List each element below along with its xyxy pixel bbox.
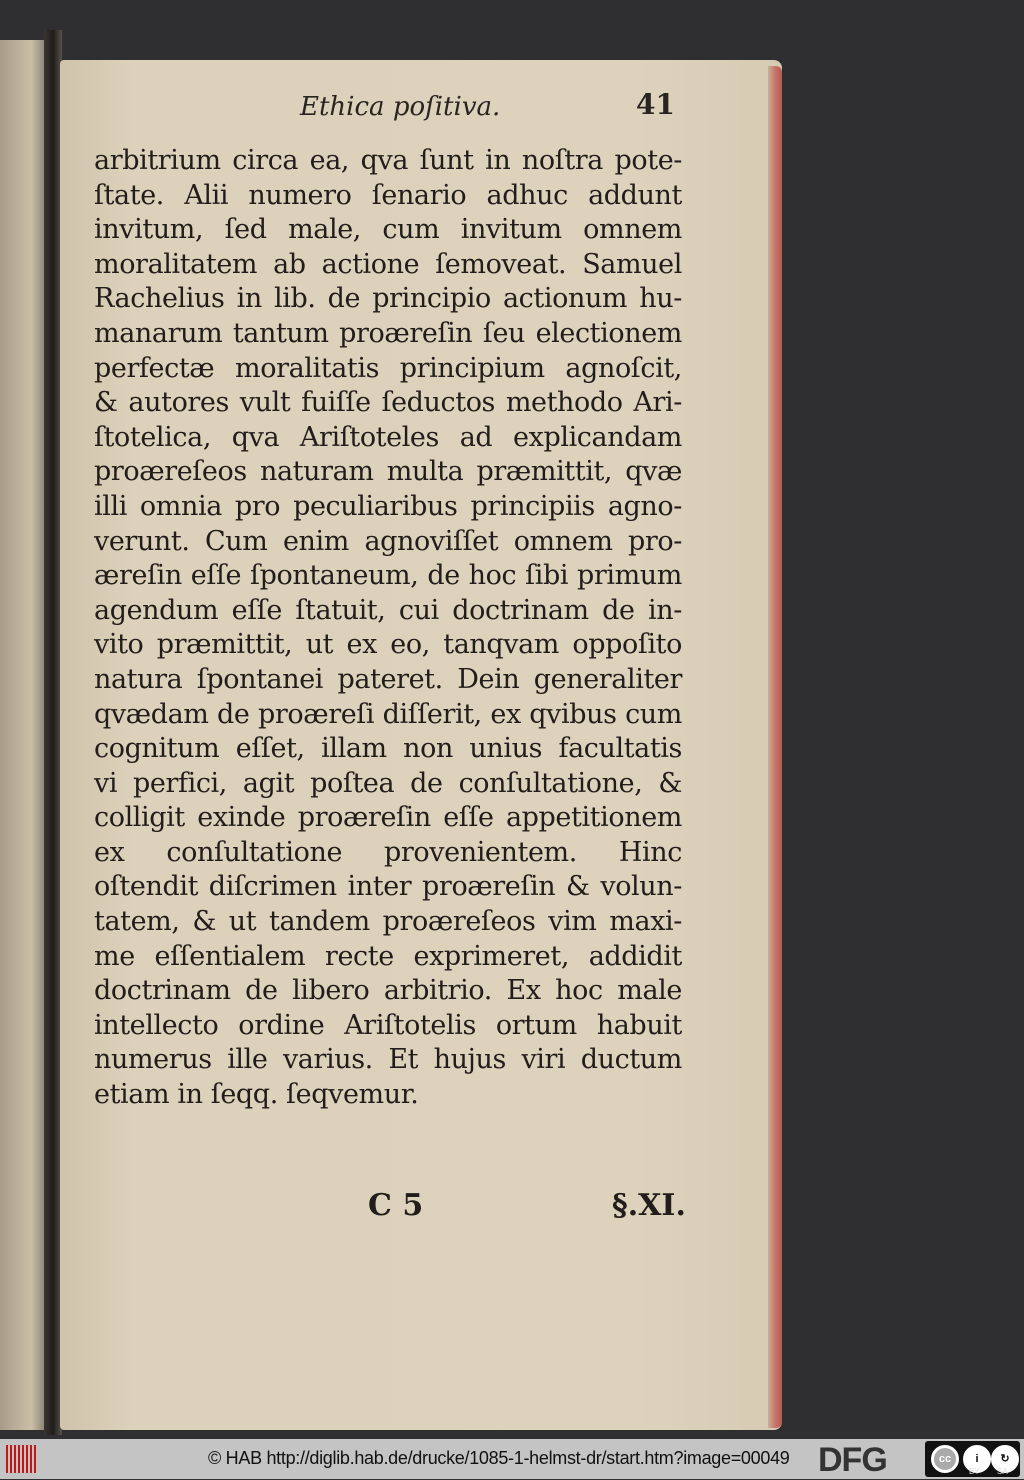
by-label: BY bbox=[969, 1467, 980, 1476]
body-text bbox=[94, 144, 682, 1113]
text-line: etiam in ſeqq. ſeqvemur. bbox=[94, 1079, 419, 1111]
sa-label: SA bbox=[997, 1467, 1008, 1476]
text-line: ſtotelica, qva Ariſtoteles ad explicandam bbox=[94, 421, 682, 453]
by-attribution-icon: i bbox=[963, 1445, 991, 1473]
text-line: manarum tantum proæreſin ſeu electionem bbox=[94, 317, 682, 349]
text-line: cognitum eſſet, illam non unius facultatis bbox=[94, 733, 682, 765]
text-line: tatem, & ut tandem proæreſeos vim maxi- bbox=[94, 906, 682, 938]
attribution-bar bbox=[0, 1439, 1024, 1479]
text-line: & autores vult fuiſſe ſeductos methodo Ari- bbox=[94, 387, 682, 419]
text-line: æreſin eſſe ſpontaneum, de hoc ſibi primum bbox=[94, 560, 682, 592]
cc-icon: cc bbox=[931, 1445, 959, 1473]
catchword: §.XI. bbox=[612, 1188, 686, 1223]
share-alike-icon: ↻ bbox=[991, 1445, 1019, 1473]
text-line: moralitatem ab actione ſemoveat. Samuel bbox=[94, 248, 682, 280]
cc-license-badge[interactable] bbox=[925, 1441, 1020, 1477]
text-line: verunt. Cum enim agnoviſſet omnem pro- bbox=[94, 525, 682, 557]
text-line: illi omnia pro peculiaribus principiis agno- bbox=[94, 490, 682, 522]
signature-mark: C 5 bbox=[368, 1188, 424, 1223]
text-line: me eſſentialem recte exprimeret, addidit bbox=[94, 940, 682, 972]
text-line: colligit exinde proæreſin eſſe appetitionem bbox=[94, 802, 682, 834]
text-line: oſtendit diſcrimen inter proæreſin & volun- bbox=[94, 871, 682, 903]
text-line: invitum, ſed male, cum invitum omnem bbox=[94, 214, 682, 246]
text-line: vi perfici, agit poſtea de conſultatione, & bbox=[94, 767, 682, 799]
text-line: perfectæ moralitatis principium agnoſcit, bbox=[94, 352, 682, 384]
text-line: intellecto ordine Ariſtotelis ortum habuit bbox=[94, 1009, 682, 1041]
text-line: numerus ille varius. Et hujus viri ductum bbox=[94, 1044, 682, 1076]
text-line: vito præmittit, ut ex eo, tanqvam oppoſito bbox=[94, 629, 682, 661]
text-line: arbitrium circa ea, qva ſunt in noſtra pote- bbox=[94, 145, 682, 176]
text-line: qvædam de proæreſi diſſerit, ex qvibus cum bbox=[94, 698, 682, 730]
red-page-edge bbox=[768, 66, 782, 1428]
text-line: natura ſpontanei pateret. Dein generaliter bbox=[94, 663, 682, 695]
hab-logo-icon bbox=[6, 1445, 36, 1473]
text-line: proæreſeos naturam multa præmittit, qvæ bbox=[94, 456, 682, 488]
text-line: ex conſultatione provenientem. Hinc bbox=[94, 836, 682, 868]
dfg-logo: DFG bbox=[818, 1441, 887, 1479]
text-line: agendum eſſe ſtatuit, cui doctrinam de in- bbox=[94, 594, 682, 626]
text-line: doctrinam de libero arbitrio. Ex hoc male bbox=[94, 975, 682, 1007]
text-line: Rachelius in lib. de principio actionum hu- bbox=[94, 283, 682, 315]
text-line: ſtate. Alii numero ſenario adhuc addunt bbox=[94, 179, 682, 211]
copyright-link[interactable]: © HAB http://diglib.hab.de/drucke/1085-1-helmst-dr/start.htm?image=00049 bbox=[208, 1448, 790, 1468]
running-title: Ethica poſitiva. bbox=[300, 92, 501, 122]
page-number: 41 bbox=[636, 88, 675, 121]
